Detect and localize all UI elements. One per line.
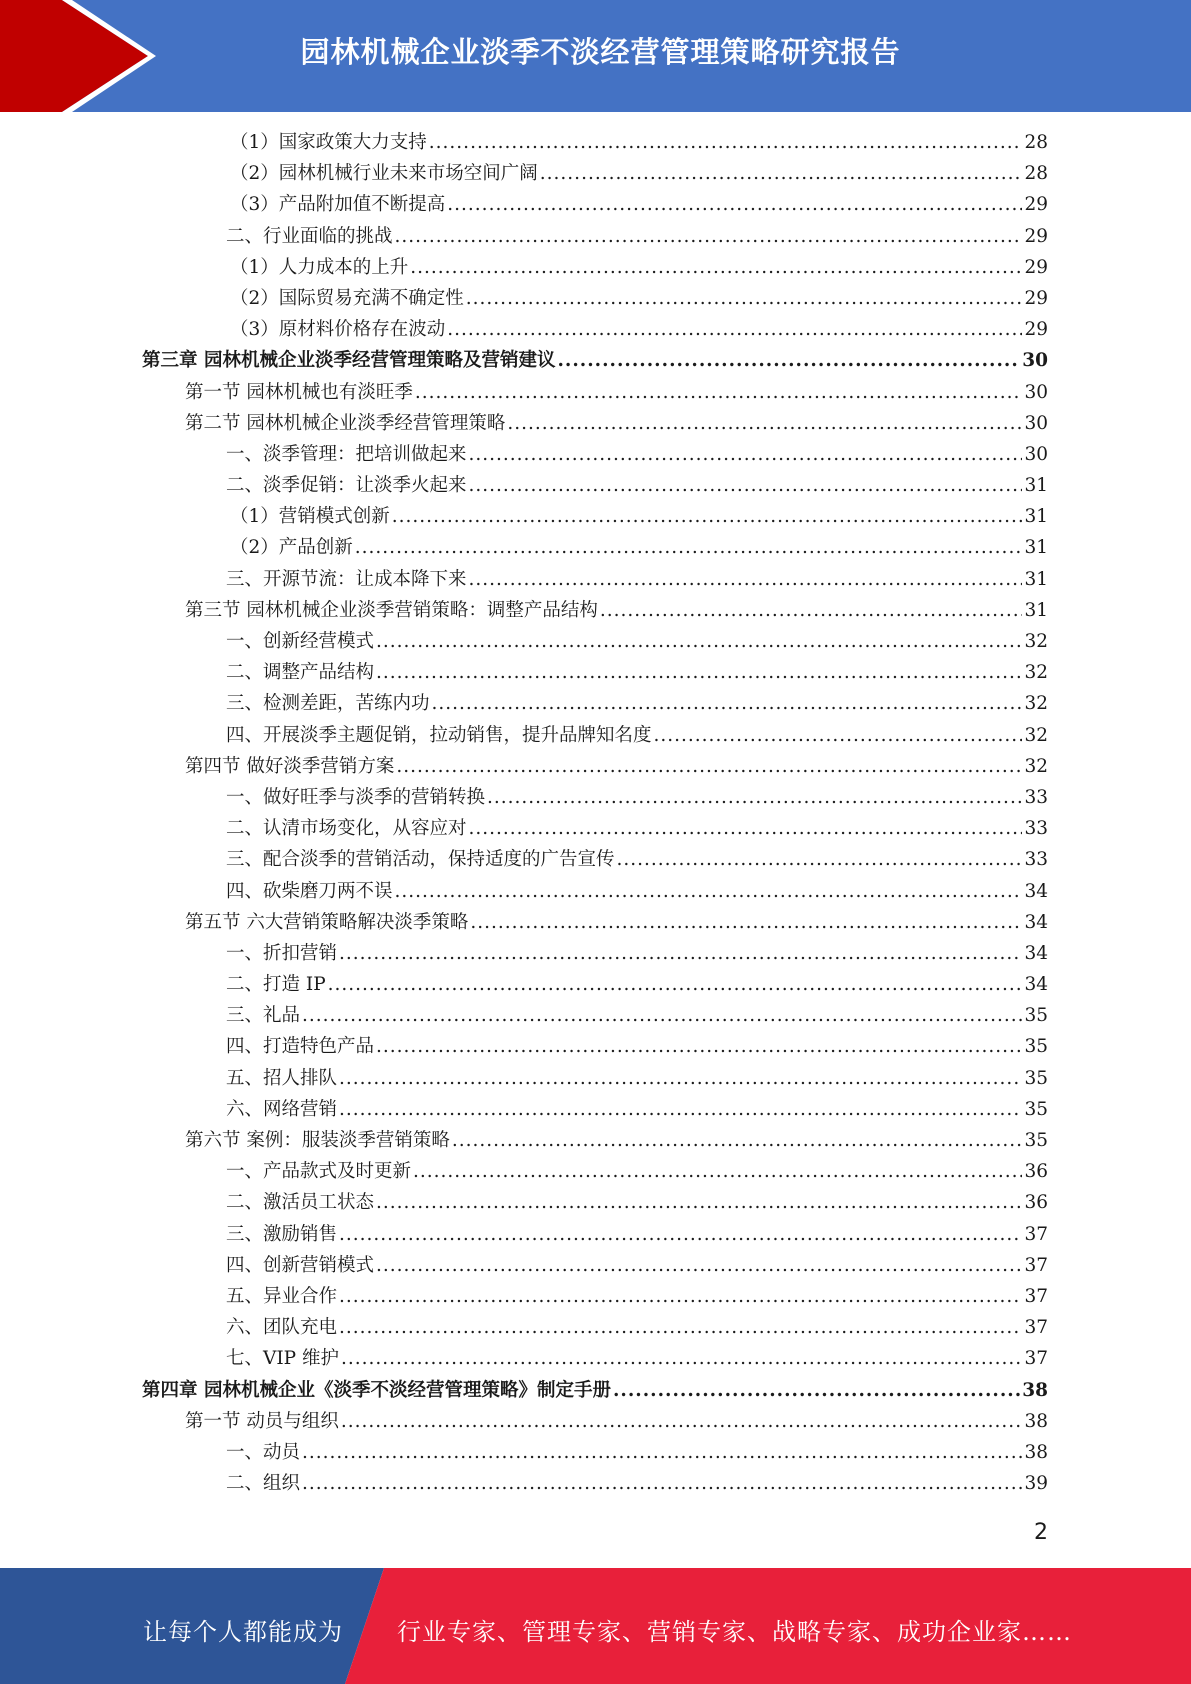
toc-entry[interactable] <box>0 283 1191 314</box>
toc-entry[interactable] <box>0 907 1191 938</box>
toc-entry[interactable] <box>0 408 1191 439</box>
toc-entry-title: 三、配合淡季的营销活动，保持适度的广告宣传 <box>226 849 615 871</box>
toc-dot-leader <box>339 1281 1022 1312</box>
toc-dot-leader <box>376 657 1022 688</box>
toc-entry-title: 第一节 动员与组织 <box>185 1410 339 1432</box>
toc-entry-page-number: 38 <box>1024 1410 1048 1432</box>
footer-slogan-left: 让每个人都能成为 <box>143 1618 343 1646</box>
toc-dot-leader <box>487 782 1022 813</box>
toc-entry[interactable] <box>0 969 1191 1000</box>
toc-entry[interactable] <box>0 1000 1191 1031</box>
toc-entry-title: 三、检测差距，苦练内功 <box>226 693 430 715</box>
toc-entry-title: 第二节 园林机械企业淡季经营管理策略 <box>185 412 506 434</box>
toc-dot-leader <box>392 501 1023 532</box>
toc-dot-leader <box>469 564 1023 595</box>
toc-dot-leader <box>469 470 1023 501</box>
toc-entry-page-number: 29 <box>1024 225 1048 247</box>
toc-dot-leader <box>339 1219 1022 1250</box>
toc-entry-title: 第三节 园林机械企业淡季营销策略：调整产品结构 <box>185 599 598 621</box>
toc-entry[interactable] <box>0 1406 1191 1437</box>
toc-entry-title: 三、开源节流：让成本降下来 <box>226 568 467 590</box>
toc-entry-title: 四、砍柴磨刀两不误 <box>226 880 393 902</box>
toc-entry-page-number: 37 <box>1024 1348 1048 1370</box>
toc-entry-page-number: 34 <box>1024 942 1048 964</box>
toc-entry-title: 二、行业面临的挑战 <box>226 225 393 247</box>
toc-entry[interactable] <box>0 782 1191 813</box>
toc-entry-page-number: 29 <box>1024 256 1048 278</box>
toc-entry[interactable] <box>0 252 1191 283</box>
toc-entry-title: 一、创新经营模式 <box>226 631 375 652</box>
toc-entry-title: 第一节 园林机械也有淡旺季 <box>185 381 413 403</box>
toc-dot-leader <box>469 439 1023 470</box>
toc-entry-page-number: 31 <box>1024 568 1048 590</box>
toc-entry[interactable] <box>0 844 1191 875</box>
toc-entry-page-number: 31 <box>1024 599 1048 621</box>
toc-dot-leader <box>376 1031 1022 1062</box>
report-title: 园林机械企业淡季不淡经营管理策略研究报告 <box>300 35 901 69</box>
toc-entry-page-number: 32 <box>1024 724 1048 746</box>
toc-entry-page-number: 30 <box>1024 443 1048 465</box>
toc-entry-page-number: 38 <box>1024 1441 1048 1463</box>
toc-entry-page-number: 32 <box>1024 693 1048 715</box>
toc-dot-leader <box>339 1063 1022 1094</box>
toc-entry-title: 四、打造特色产品 <box>226 1036 375 1058</box>
toc-dot-leader <box>395 876 1023 907</box>
toc-entry-page-number: 37 <box>1024 1254 1048 1276</box>
toc-entry[interactable] <box>0 1468 1191 1499</box>
toc-dot-leader <box>540 158 1023 189</box>
toc-entry[interactable] <box>0 1031 1191 1062</box>
toc-entry-page-number: 35 <box>1024 1098 1048 1120</box>
toc-dot-leader <box>302 1437 1022 1468</box>
toc-entry-title: （2）园林机械行业未来市场空间广阔 <box>230 163 538 185</box>
toc-entry-page-number: 28 <box>1024 132 1048 153</box>
toc-entry-page-number: 32 <box>1024 755 1048 777</box>
toc-entry-title: （1）营销模式创新 <box>230 506 390 528</box>
toc-entry[interactable] <box>0 1437 1191 1468</box>
toc-entry-title: 四、开展淡季主题促销，拉动销售，提升品牌知名度 <box>226 724 652 746</box>
toc-entry-title: 一、做好旺季与淡季的营销转换 <box>226 786 486 808</box>
toc-entry[interactable] <box>0 1343 1191 1374</box>
toc-entry-title: 第六节 案例：服装淡季营销策略 <box>185 1130 450 1151</box>
toc-entry-page-number: 39 <box>1024 1473 1048 1495</box>
toc-entry[interactable] <box>0 1375 1191 1406</box>
toc-entry-page-number: 31 <box>1024 537 1048 559</box>
toc-dot-leader <box>557 345 1020 376</box>
toc-dot-leader <box>355 532 1023 563</box>
toc-entry-page-number: 35 <box>1024 1067 1048 1089</box>
toc-entry-title: 四、创新营销模式 <box>226 1254 375 1276</box>
toc-entry-page-number: 34 <box>1024 911 1048 933</box>
toc-entry-page-number: 29 <box>1024 319 1048 341</box>
toc-entry-title: （3）产品附加值不断提高 <box>230 194 446 216</box>
toc-dot-leader <box>341 1343 1022 1374</box>
toc-entry-page-number: 32 <box>1024 662 1048 684</box>
toc-entry-page-number: 29 <box>1024 287 1048 309</box>
toc-entry[interactable] <box>0 501 1191 532</box>
toc-dot-leader <box>600 595 1023 626</box>
toc-dot-leader <box>613 1375 1020 1406</box>
toc-dot-leader <box>415 377 1023 408</box>
toc-entry[interactable] <box>0 1219 1191 1250</box>
toc-entry[interactable] <box>0 595 1191 626</box>
toc-entry-title: 七、VIP 维护 <box>226 1348 339 1370</box>
toc-entry-page-number: 34 <box>1024 974 1048 996</box>
toc-entry-title: 一、产品款式及时更新 <box>226 1161 412 1183</box>
toc-entry[interactable] <box>0 1187 1191 1218</box>
toc-entry[interactable] <box>0 189 1191 220</box>
toc-entry-page-number: 28 <box>1024 163 1048 185</box>
toc-dot-leader <box>447 189 1022 220</box>
toc-entry[interactable] <box>0 221 1191 252</box>
toc-entry-title: 第三章 园林机械企业淡季经营管理策略及营销建议 <box>142 350 556 372</box>
toc-dot-leader <box>341 1406 1023 1437</box>
toc-entry-title: 三、礼品 <box>226 1005 301 1027</box>
toc-entry-title: 二、打造 IP <box>226 974 326 996</box>
toc-entry-page-number: 37 <box>1024 1317 1048 1339</box>
toc-dot-leader <box>302 1468 1022 1499</box>
toc-dot-leader <box>376 1250 1022 1281</box>
toc-dot-leader <box>410 252 1022 283</box>
toc-entry[interactable] <box>0 1250 1191 1281</box>
toc-dot-leader <box>396 751 1022 782</box>
toc-entry[interactable] <box>0 1312 1191 1343</box>
toc-entry-title: 二、激活员工状态 <box>226 1192 375 1214</box>
toc-entry-page-number: 33 <box>1024 786 1048 808</box>
toc-dot-leader <box>617 844 1023 875</box>
toc-entry-page-number: 38 <box>1022 1379 1048 1401</box>
toc-entry[interactable] <box>0 158 1191 189</box>
toc-dot-leader <box>302 1000 1022 1031</box>
toc-entry[interactable] <box>0 688 1191 719</box>
toc-entry-page-number: 35 <box>1024 1130 1048 1151</box>
toc-entry-title: （1）国家政策大力支持 <box>230 132 427 153</box>
toc-entry-title: 六、团队充电 <box>226 1317 338 1339</box>
toc-entry[interactable] <box>0 1094 1191 1125</box>
toc-entry-title: （2）产品创新 <box>230 537 353 559</box>
toc-entry-title: 二、淡季促销：让淡季火起来 <box>226 475 467 497</box>
toc-entry-title: 五、异业合作 <box>226 1285 338 1307</box>
toc-dot-leader <box>376 1187 1022 1218</box>
toc-entry-page-number: 33 <box>1024 849 1048 871</box>
toc-dot-leader <box>469 813 1023 844</box>
toc-entry-page-number: 36 <box>1024 1161 1048 1183</box>
toc-entry-page-number: 32 <box>1024 631 1048 652</box>
toc-entry-title: 六、网络营销 <box>226 1098 338 1120</box>
toc-entry-title: 第五节 六大营销策略解决淡季策略 <box>185 911 469 933</box>
toc-dot-leader <box>328 969 1023 1000</box>
toc-entry-page-number: 36 <box>1024 1192 1048 1214</box>
toc-dot-leader <box>395 221 1023 252</box>
toc-dot-leader <box>470 907 1022 938</box>
toc-entry[interactable] <box>0 439 1191 470</box>
toc-entry[interactable] <box>0 314 1191 345</box>
header-band <box>0 0 1191 112</box>
toc-dot-leader <box>376 626 1022 657</box>
toc-entry-title: 一、折扣营销 <box>226 942 338 964</box>
toc-entry-title: 二、组织 <box>226 1473 301 1495</box>
toc-entry-page-number: 34 <box>1024 880 1048 902</box>
toc-entry[interactable] <box>0 876 1191 907</box>
toc-entry[interactable] <box>0 1281 1191 1312</box>
toc-entry[interactable] <box>0 1063 1191 1094</box>
toc-dot-leader <box>654 720 1023 751</box>
toc-entry-page-number: 29 <box>1024 194 1048 216</box>
toc-entry-title: 五、招人排队 <box>226 1067 338 1089</box>
toc-dot-leader <box>447 314 1022 345</box>
toc-entry[interactable] <box>0 626 1191 657</box>
toc-entry-title: 二、调整产品结构 <box>226 662 375 684</box>
toc-entry-title: 第四章 园林机械企业《淡季不淡经营管理策略》制定手册 <box>142 1379 611 1401</box>
toc-entry-title: 一、动员 <box>226 1441 301 1463</box>
toc-entry-page-number: 33 <box>1024 818 1048 840</box>
toc-entry[interactable] <box>0 345 1191 376</box>
toc-entry-page-number: 35 <box>1024 1005 1048 1027</box>
toc-entry[interactable] <box>0 377 1191 408</box>
toc-entry-title: （2）国际贸易充满不确定性 <box>230 287 464 309</box>
toc-dot-leader <box>452 1125 1023 1156</box>
toc-entry[interactable] <box>0 938 1191 969</box>
toc-entry[interactable] <box>0 1156 1191 1187</box>
toc-entry-page-number: 31 <box>1024 506 1048 528</box>
toc-entry-title: 三、激励销售 <box>226 1223 338 1245</box>
toc-entry[interactable] <box>0 532 1191 563</box>
toc-entry-page-number: 30 <box>1024 412 1048 434</box>
toc-entry-page-number: 31 <box>1024 475 1048 497</box>
table-of-contents <box>0 127 1191 1499</box>
toc-entry[interactable] <box>0 1125 1191 1156</box>
toc-dot-leader <box>339 938 1022 969</box>
toc-entry[interactable] <box>0 564 1191 595</box>
toc-entry-page-number: 30 <box>1024 381 1048 403</box>
toc-dot-leader <box>339 1094 1022 1125</box>
toc-dot-leader <box>466 283 1023 314</box>
toc-dot-leader <box>339 1312 1022 1343</box>
footer-band <box>0 1568 1191 1684</box>
toc-entry-title: 二、认清市场变化，从容应对 <box>226 818 467 840</box>
toc-entry-title: （3）原材料价格存在波动 <box>230 319 446 341</box>
toc-entry[interactable] <box>0 470 1191 501</box>
footer-slogan-right: 行业专家、管理专家、营销专家、战略专家、成功企业家…… <box>397 1618 1072 1646</box>
toc-entry[interactable] <box>0 751 1191 782</box>
toc-dot-leader <box>429 127 1023 158</box>
toc-entry-page-number: 30 <box>1022 350 1048 372</box>
toc-entry-title: 一、淡季管理：把培训做起来 <box>226 443 467 465</box>
toc-entry-title: 第四节 做好淡季营销方案 <box>185 755 395 777</box>
toc-dot-leader <box>507 408 1022 439</box>
toc-entry[interactable] <box>0 813 1191 844</box>
page-number: 2 <box>1034 1520 1048 1545</box>
toc-entry-page-number: 37 <box>1024 1285 1048 1307</box>
toc-dot-leader <box>432 688 1023 719</box>
toc-entry[interactable] <box>0 657 1191 688</box>
toc-entry[interactable] <box>0 720 1191 751</box>
toc-entry-page-number: 35 <box>1024 1036 1048 1058</box>
toc-entry-page-number: 37 <box>1024 1223 1048 1245</box>
toc-entry[interactable] <box>0 127 1191 158</box>
toc-dot-leader <box>413 1156 1022 1187</box>
toc-entry-title: （1）人力成本的上升 <box>230 256 409 278</box>
